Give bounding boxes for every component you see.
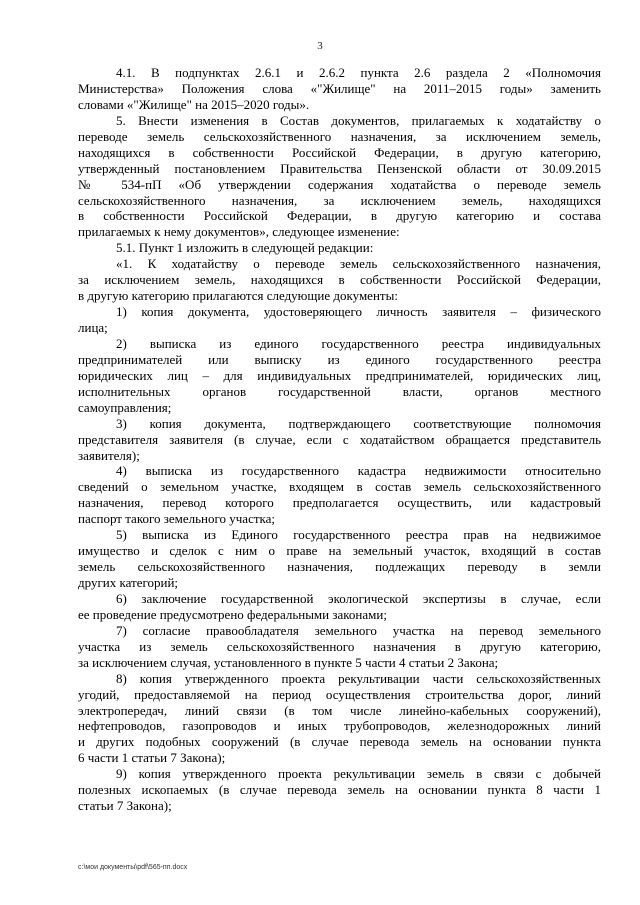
text-line: полезных ископаемых (в случае перевода земель на основании пункта 8 части 1	[78, 782, 601, 798]
text-line: 1) копия документа, удостоверяющего личность заявителя – физического	[116, 304, 601, 320]
text-line: переводе земель сельскохозяйственного назначения, за исключением земель,	[78, 128, 601, 144]
text-line: самоуправления;	[78, 399, 172, 415]
text-line: 9) копия утвержденного проекта рекультивации земель в связи с добычей	[116, 766, 601, 782]
text-line: юридических лиц – для индивидуальных предпринимателей, юридических лиц,	[78, 367, 601, 383]
text-line: «1. К ходатайству о переводе земель сельскохозяйственного назначения,	[116, 256, 601, 272]
text-line: 4) выписка из государственного кадастра недвижимости относительно	[116, 463, 601, 479]
text-line: 2) выписка из единого государственного реестра индивидуальных	[116, 335, 601, 351]
text-line: за исключением случая, установленного в пункте 5 части 4 статьи 2 Закона;	[78, 654, 499, 670]
page-number: 3	[317, 40, 323, 52]
text-line: земель сельскохозяйственного назначения, подлежащих переводу в земли	[78, 559, 601, 575]
document-body	[78, 65, 601, 814]
text-line: сельскохозяйственного назначения, за исключением земель, находящихся	[78, 192, 601, 208]
text-line: предпринимателей или выписку из единого государственного реестра	[78, 351, 601, 367]
text-line: 5.1. Пункт 1 изложить в следующей редакции:	[116, 240, 374, 256]
text-line: назначения, перевод которого предполагается осуществить, или кадастровый	[78, 495, 601, 511]
text-line: угодий, предоставляемой на период осуществления строительства дорог, линий	[78, 686, 601, 702]
text-line: 3) копия документа, подтверждающего соответствующие полномочия	[116, 415, 601, 431]
text-line: 8) копия утвержденного проекта рекультивации части сельскохозяйственных	[116, 670, 601, 686]
text-line: электропередач, линий связи (в том числе линейно-кабельных сооружений),	[78, 702, 601, 718]
text-line: в собственности Российской Федерации, в другую категорию и состава	[78, 208, 601, 224]
text-line: за исключением земель, находящихся в собственности Российской Федерации,	[78, 272, 601, 288]
footer-file-path: c:\мои документы\pdf\565-пп.docx	[78, 864, 188, 871]
text-line: 4.1. В подпунктах 2.6.1 и 2.6.2 пункта 2.6 раздела 2 «Полномочия	[116, 65, 601, 80]
text-line: участка из земель сельскохозяйственного назначения в другую категорию,	[78, 638, 601, 654]
text-line: имущество и сделок с ним о праве на земельный участок, входящий в состав	[78, 543, 601, 559]
text-line: заявителя);	[78, 447, 140, 463]
text-line: ее проведение предусмотрено федеральными законами;	[78, 606, 387, 622]
text-line: 7) согласие правообладателя земельного участка на перевод земельного	[116, 622, 601, 638]
text-line: Министерства» Положения слова «"Жилище" на 2011–2015 годы» заменить	[78, 80, 601, 96]
text-line: 5. Внести изменения в Состав документов, прилагаемых к ходатайству о	[116, 112, 601, 128]
text-line: 5) выписка из Единого государственного реестра прав на недвижимое	[116, 527, 601, 543]
text-line: статьи 7 Закона);	[78, 798, 172, 814]
text-line: нефтепроводов, газопроводов и иных трубопроводов, железнодорожных линий	[78, 718, 601, 734]
text-line: находящихся в собственности Российской Федерации, в другую категорию,	[78, 144, 601, 160]
text-line: прилагаемых к нему документов», следующее изменение:	[78, 224, 400, 240]
text-line: и других подобных сооружений (в случае перевода земель на основании пункта	[78, 734, 601, 750]
text-line: представителя заявителя (в случае, если с ходатайством обращается представитель	[78, 431, 601, 447]
text-line: 6) заключение государственной экологической экспертизы в случае, если	[116, 590, 601, 606]
text-line: исполнительных органов государственной власти, органов местного	[78, 383, 601, 399]
text-line: в другую категорию прилагаются следующие документы:	[78, 288, 398, 304]
text-line: паспорт такого земельного участка;	[78, 511, 276, 527]
text-line: других категорий;	[78, 575, 179, 590]
text-line: 6 части 1 статьи 7 Закона);	[78, 750, 226, 766]
text-line: утвержденный постановлением Правительства Пензенской области от 30.09.2015	[78, 160, 601, 176]
text-line: сведений о земельном участке, входящем в состав земель сельскохозяйственного	[78, 479, 601, 495]
text-line: словами «"Жилище" на 2015–2020 годы».	[78, 96, 310, 112]
text-line: № 534-пП «Об утверждении содержания ходатайства о переводе земель	[78, 176, 601, 192]
text-line: лица;	[78, 320, 108, 335]
